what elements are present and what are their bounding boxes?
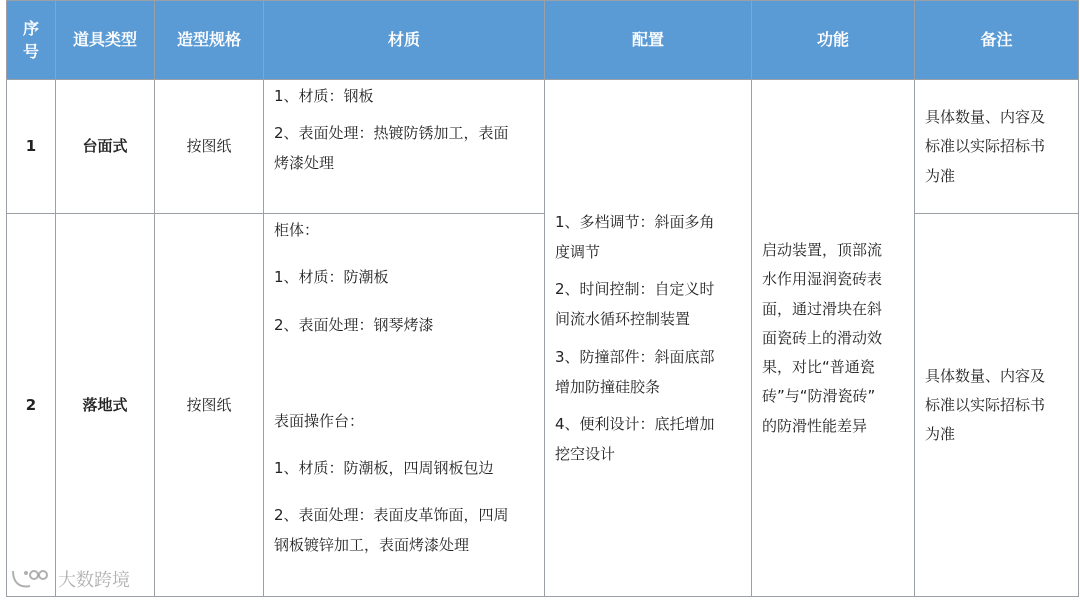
- config-line: 增加防撞硅胶条: [555, 377, 661, 396]
- material-line: 2、表面处理：钢琴烤漆: [274, 315, 434, 334]
- function-line: 的防滑性能差异: [762, 416, 868, 435]
- remark-line: 为准: [925, 425, 956, 444]
- material-line: 1、材质：钢板: [274, 87, 374, 105]
- row-material: [264, 80, 545, 214]
- material-line: 钢板镀锌加工，表面烤漆处理: [274, 535, 470, 554]
- material-line: 烤漆处理: [274, 153, 335, 172]
- function-line: 面，通过滑块在斜: [762, 299, 883, 318]
- config-line: 挖空设计: [555, 445, 616, 464]
- row-index: 2: [7, 214, 56, 597]
- config-line: 4、便利设计：底托增加: [555, 415, 715, 433]
- header-function: 功能: [752, 1, 915, 80]
- config-line: 度调节: [555, 242, 601, 261]
- material-line: 2、表面处理：表面皮革饰面，四周: [274, 506, 509, 525]
- remark-line: 为准: [925, 166, 956, 185]
- header-material: 材质: [264, 1, 545, 80]
- row-material: [264, 214, 545, 597]
- material-line: 1、材质：防潮板，四周钢板包边: [274, 459, 494, 477]
- config-line: 1、多档调节：斜面多角: [555, 212, 715, 231]
- header-spec: 造型规格: [155, 1, 264, 80]
- material-line: 柜体：: [274, 221, 320, 239]
- row-remark: [915, 80, 1079, 214]
- header-row: [7, 1, 1079, 80]
- table-row: [7, 80, 1079, 214]
- function-line: 果，对比“普通瓷: [762, 358, 875, 377]
- row-spec: 按图纸: [155, 80, 264, 214]
- header-remark: 备注: [915, 1, 1079, 80]
- config-line: 间流水循环控制装置: [555, 310, 691, 329]
- remark-line: 标准以实际招标书: [925, 395, 1046, 414]
- material-line: 表面操作台：: [274, 411, 365, 430]
- config-line: 3、防撞部件：斜面底部: [555, 347, 715, 366]
- watermark-text: 大数跨境: [58, 570, 130, 591]
- config-cell: [545, 80, 752, 597]
- watermark: [10, 566, 130, 592]
- function-line: 砖”与“防滑瓷砖”: [762, 387, 876, 406]
- remark-line: 具体数量、内容及: [925, 108, 1046, 127]
- material-line: 2、表面处理：热镀防锈加工，表面: [274, 124, 509, 143]
- brand-logo-icon: [10, 567, 54, 591]
- remark-line: 具体数量、内容及: [925, 366, 1046, 385]
- row-remark: [915, 214, 1079, 597]
- remark-line: 标准以实际招标书: [925, 137, 1046, 156]
- material-line: 1、材质：防潮板: [274, 268, 389, 287]
- function-cell: [752, 80, 915, 597]
- spec-table: [6, 0, 1079, 597]
- row-type: 台面式: [56, 80, 155, 214]
- function-line: 启动装置，顶部流: [762, 241, 883, 260]
- header-type: 道具类型: [56, 1, 155, 80]
- row-index: 1: [7, 80, 56, 214]
- function-line: 面瓷砖上的滑动效: [762, 328, 883, 347]
- header-index: 序号: [7, 1, 56, 80]
- row-spec: 按图纸: [155, 214, 264, 597]
- table-row: [7, 214, 1079, 597]
- config-line: 2、时间控制：自定义时: [555, 280, 715, 298]
- function-line: 水作用湿润瓷砖表: [762, 270, 883, 289]
- header-config: 配置: [545, 1, 752, 80]
- row-type: 落地式: [56, 214, 155, 597]
